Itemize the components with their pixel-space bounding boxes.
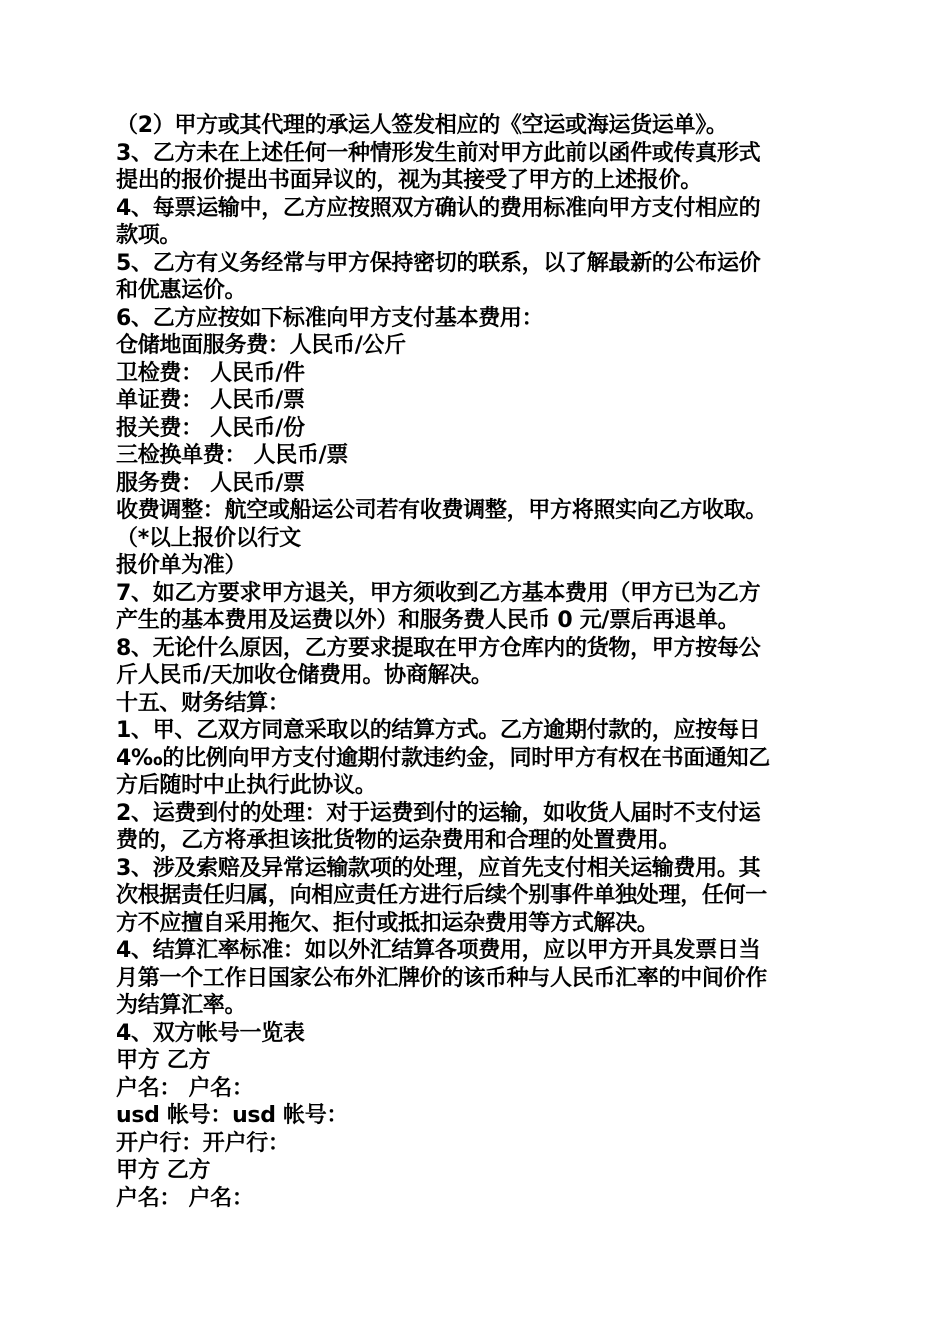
text-line: 产生的基本费用及运费以外）和服务费人民币 0 元/票后再退单。	[116, 608, 740, 633]
text-line: 4、每票运输中，乙方应按照双方确认的费用标准向甲方支付相应的	[116, 195, 761, 221]
text-line: 5、乙方有义务经常与甲方保持密切的联系，以了解最新的公布运价	[116, 250, 761, 276]
text-line: 4‰的比例向甲方支付逾期付款违约金，同时甲方有权在书面通知乙	[116, 745, 770, 771]
text-line: 方不应擅自采用拖欠、拒付或抵扣运杂费用等方式解决。	[116, 910, 659, 936]
text-line: 户名： 户名：	[116, 1185, 254, 1211]
text-line: 斤人民币/天加收仓储费用。协商解决。	[116, 663, 493, 688]
text-line: 费的，乙方将承担该批货物的运杂费用和合理的处置费用。	[116, 828, 681, 853]
text-line: 报关费： 人民币/份	[116, 415, 305, 441]
text-line: 仓储地面服务费：人民币/公斤	[116, 333, 406, 358]
text-line: 次根据责任归属，向相应责任方进行后续个别事件单独处理，任何一	[116, 883, 768, 908]
text-line: 7、如乙方要求甲方退关，甲方须收到乙方基本费用（甲方已为乙方	[116, 580, 761, 606]
text-line: 卫检费： 人民币/件	[116, 360, 305, 386]
text-line: 户名： 户名：	[116, 1075, 254, 1101]
text-line: （*以上报价以行文	[116, 525, 301, 551]
text-line: 收费调整：航空或船运公司若有收费调整，甲方将照实向乙方收取。	[116, 498, 768, 523]
text-line: 3、乙方未在上述任何一种情形发生前对甲方此前以函件或传真形式	[116, 140, 761, 166]
text-line: 十五、财务结算：	[116, 690, 290, 716]
text-line: usd 帐号：usd 帐号：	[116, 1103, 349, 1128]
text-line: 4、双方帐号一览表	[116, 1020, 305, 1046]
text-line: 6、乙方应按如下标准向甲方支付基本费用：	[116, 305, 544, 331]
text-line: 和优惠运价。	[116, 278, 247, 303]
text-line: 1、甲、乙双方同意采取以的结算方式。乙方逾期付款的，应按每日	[116, 718, 761, 743]
text-line: 三检换单费： 人民币/票	[116, 443, 349, 468]
text-line: 方后随时中止执行此协议。	[116, 773, 377, 798]
text-line: 开户行：开户行：	[116, 1130, 290, 1156]
text-line: 甲方 乙方	[116, 1048, 211, 1073]
text-line: 2、运费到付的处理：对于运费到付的运输，如收货人届时不支付运	[116, 800, 761, 826]
text-line: 报价单为准）	[116, 553, 247, 578]
text-line: 为结算汇率。	[116, 993, 247, 1018]
text-line: 8、无论什么原因，乙方要求提取在甲方仓库内的货物，甲方按每公	[116, 635, 761, 661]
text-line: 款项。	[116, 223, 182, 248]
text-line: 4、结算汇率标准：如以外汇结算各项费用，应以甲方开具发票日当	[116, 938, 761, 963]
text-line: 月第一个工作日国家公布外汇牌价的该币种与人民币汇率的中间价作	[116, 965, 768, 991]
text-line: （2）甲方或其代理的承运人签发相应的《空运或海运货运单》。	[116, 113, 728, 138]
text-line: 提出的报价提出书面异议的，视为其接受了甲方的上述报价。	[116, 168, 702, 193]
document-page	[116, 112, 842, 1212]
text-line: 单证费： 人民币/票	[116, 388, 305, 413]
text-line: 服务费： 人民币/票	[116, 470, 305, 496]
text-line: 3、涉及索赔及异常运输款项的处理，应首先支付相关运输费用。其	[116, 855, 761, 881]
text-line: 甲方 乙方	[116, 1158, 211, 1183]
